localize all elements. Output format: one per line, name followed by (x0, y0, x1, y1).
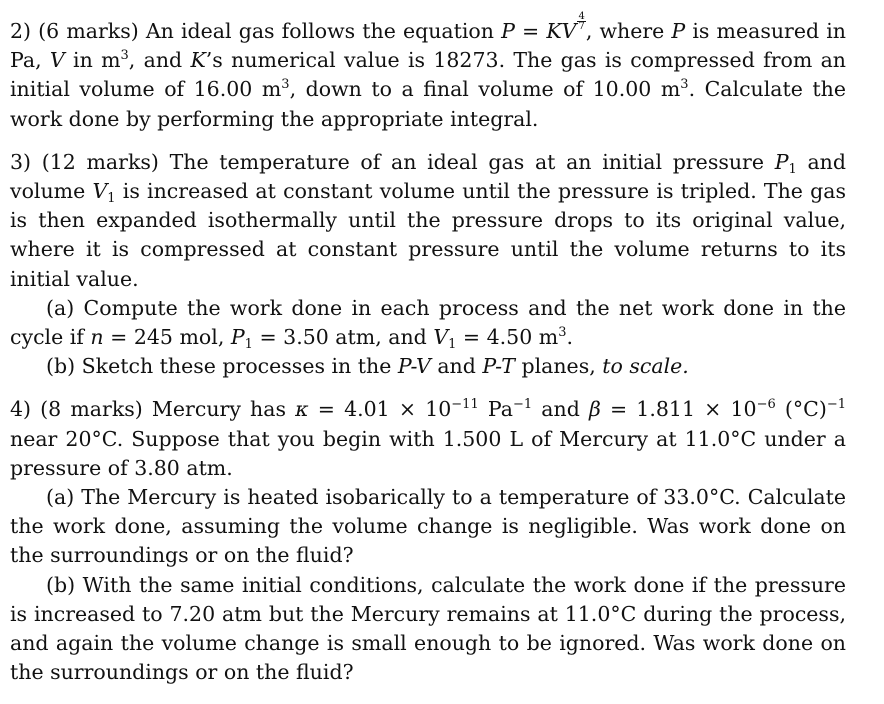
math-var: P-T (482, 354, 515, 379)
superscript: 3 (558, 325, 567, 341)
problem-3a (10, 294, 846, 352)
math-var: P (774, 149, 789, 174)
exponent-fraction (577, 12, 585, 31)
text: ’s numerical value is 18273. The gas is compressed from an initial volume of 16.00 m (10, 48, 846, 102)
math-var: V (433, 325, 449, 350)
text: 4) (8 marks) Mercury has (10, 397, 296, 422)
math-var: β (588, 397, 601, 422)
subscript: 1 (107, 191, 116, 207)
text: is increased at constant volume until the pressure is tripled. The gas is then expanded isothermally until the pressure drops to its original value, where it is compressed at constant pressure until the volume returns to its initial value. (10, 179, 846, 291)
math-var: P (230, 325, 245, 350)
text: = 4.01 × 10 (308, 397, 452, 422)
math-var: V (92, 179, 108, 204)
superscript: −1 (826, 397, 846, 413)
text: , down to a final volume of 10.00 m (289, 77, 681, 102)
fraction-denominator: 7 (578, 21, 585, 32)
text: Pa (478, 397, 513, 422)
subscript: 1 (788, 161, 797, 177)
subscript: 1 (448, 337, 457, 353)
problem-4b (10, 571, 846, 688)
math-var: P (671, 19, 686, 43)
text: is measured in Pa, (10, 19, 846, 73)
math-var: P-V (397, 354, 431, 379)
problem-3b (10, 352, 846, 381)
text: , and (128, 48, 191, 73)
math-var: V (49, 48, 65, 73)
text: , where (585, 19, 672, 43)
math-var: n (90, 325, 104, 350)
superscript: −11 (451, 397, 479, 413)
text: and (532, 397, 589, 422)
problem-4a (10, 483, 846, 571)
text: . Calculate the work done by performing the appropriate integral. (10, 77, 846, 131)
text: (b) With the same initial conditions, calculate the work done if the pressure is increased to 7.20 atm but the Mercury remains at 11.0°C during the process, and again the volume change is small enough to be ignored. Was work done on the surroundings or on the fluid? (10, 572, 846, 685)
text: planes, (514, 354, 603, 379)
superscript: −1 (512, 397, 533, 413)
text: (b) Sketch these processes in the (46, 354, 398, 379)
superscript: 3 (680, 77, 689, 93)
text: = 245 mol, (103, 325, 231, 350)
text: 2) (6 marks) An ideal gas follows the equation (10, 19, 502, 43)
math-var: KV (546, 19, 577, 43)
math-var: κ (295, 397, 309, 422)
math-var: K (190, 48, 206, 73)
text: and volume (10, 149, 846, 204)
text: = 3.50 atm, and (252, 325, 434, 350)
superscript: 3 (281, 77, 290, 93)
text: = 4.50 m (456, 325, 559, 350)
problem-3 (10, 148, 846, 294)
math-var: P (501, 19, 515, 43)
text: 3) (12 marks) The temperature of an ideal gas at an initial pressure (10, 149, 775, 174)
subscript: 1 (244, 337, 253, 353)
text: (a) The Mercury is heated isobarically to a temperature of 33.0°C. Calculate the work done, assuming the volume change is negligible. Was work done on the surroundings or on the fluid? (10, 485, 846, 568)
text: . (566, 325, 574, 350)
problem-sheet (10, 12, 846, 687)
problem-4 (10, 395, 846, 483)
superscript: −6 (756, 397, 776, 413)
text: near 20°C. Suppose that you begin with 1.500 L of Mercury at 11.0°C under a pressure of 3.80 atm. (10, 426, 846, 480)
text: and (430, 354, 483, 379)
problem-2 (10, 12, 846, 134)
text: = 1.811 × 10 (600, 397, 757, 422)
fraction-numerator: 4 (578, 11, 585, 22)
emphasis: to scale. (602, 354, 689, 379)
text: (°C) (775, 397, 827, 422)
text: (a) Compute the work done in each process and the net work done in the cycle if (10, 295, 846, 350)
superscript: 3 (120, 48, 129, 64)
text: in m (64, 48, 121, 73)
text: = (514, 19, 547, 43)
